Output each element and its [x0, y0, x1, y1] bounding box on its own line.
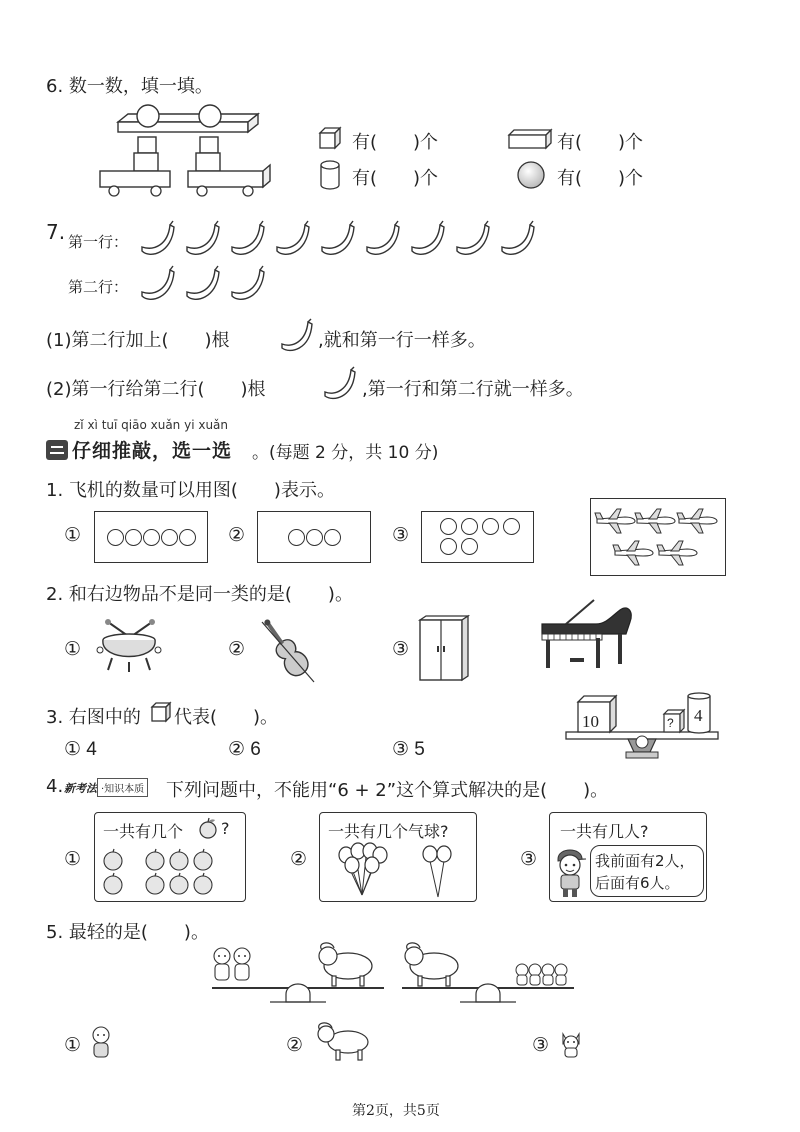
section-two-icon	[46, 440, 68, 460]
cube-icon	[150, 701, 172, 723]
s1-option-1[interactable]: ①	[64, 524, 82, 546]
balloon-pair-icon	[418, 845, 458, 899]
s4-apple-box	[94, 812, 246, 902]
s5-prompt: 5. 最轻的是( )。	[46, 922, 209, 943]
speech-bubble	[590, 845, 704, 897]
s4-option-3[interactable]: ③	[520, 848, 538, 870]
s1-option-2[interactable]: ②	[228, 524, 246, 546]
speech-line-1: 我前面有2人，	[595, 852, 695, 870]
planes-group	[591, 499, 725, 575]
circle-mark	[440, 538, 457, 555]
s4-option-2[interactable]: ②	[290, 848, 308, 870]
left-weight-label: 10	[582, 712, 599, 731]
s2-option-2[interactable]: ②	[228, 638, 246, 660]
circle-mark	[107, 529, 124, 546]
balloon-bunch-icon	[334, 843, 394, 899]
apple-icon	[170, 873, 188, 894]
s4-badge	[64, 777, 148, 797]
seesaw-scale-2	[400, 940, 576, 1006]
q7-sub2-suffix: ,第一行和第二行就一样多。	[362, 379, 584, 400]
violin-icon	[258, 612, 318, 688]
sphere-icon	[516, 160, 546, 190]
s1-circle-box-2	[257, 511, 371, 563]
monkey-icon	[90, 1026, 112, 1060]
people-question-text: 一共有几人?	[560, 822, 649, 841]
banana-icon	[142, 221, 174, 254]
cat-icon	[558, 1030, 584, 1058]
apple-icon	[146, 873, 164, 894]
cuboid-icon	[507, 128, 553, 150]
circle-mark	[125, 529, 142, 546]
banana-icon	[502, 221, 534, 254]
airplane-icon	[595, 509, 635, 533]
banana-icon	[276, 318, 318, 356]
cuboid-count-blank[interactable]: 有( )个	[557, 132, 644, 153]
s3-option-1[interactable]: ① 4	[64, 739, 97, 760]
unknown-weight-label: ?	[667, 716, 674, 730]
apple-icon	[170, 849, 188, 870]
s3-option-3[interactable]: ③ 5	[392, 739, 425, 760]
s5-option-3[interactable]: ③	[532, 1034, 550, 1056]
banana-icon	[277, 221, 309, 254]
speech-line-2: 后面有6人。	[595, 874, 680, 892]
s1-circle-box-3	[421, 511, 534, 563]
banana-icon	[367, 221, 399, 254]
apple-icon	[197, 817, 219, 839]
airplane-icon	[635, 509, 675, 533]
q7-row1-label: 第一行：	[68, 233, 129, 251]
banana-icon	[457, 221, 489, 254]
banana-icon	[232, 221, 264, 254]
banana-icon	[187, 266, 219, 299]
apples-group	[99, 845, 239, 899]
circle-mark	[324, 529, 341, 546]
seesaw-scale-1	[210, 940, 386, 1006]
s3-option-2[interactable]: ② 6	[228, 739, 261, 760]
section-score: 。(每题 2 分，共 10 分)	[252, 443, 439, 463]
wardrobe-icon	[416, 614, 470, 684]
airplane-icon	[613, 541, 653, 565]
banana-icon	[319, 366, 361, 404]
banana-icon	[142, 266, 174, 299]
circle-mark	[179, 529, 196, 546]
section-title: 仔细推敲，选一选	[72, 440, 233, 462]
circle-mark	[482, 518, 499, 535]
s1-circle-box-1	[94, 511, 208, 563]
cube-count-blank[interactable]: 有( )个	[352, 132, 439, 153]
apple-icon	[194, 873, 212, 894]
q7-sub1-suffix: ,就和第一行一样多。	[318, 330, 486, 351]
banana-icon	[187, 221, 219, 254]
s3-prompt-end[interactable]: 代表( )。	[174, 707, 279, 728]
banana-icon	[412, 221, 444, 254]
circle-mark	[440, 518, 457, 535]
apple-question-mark: ?	[221, 819, 230, 838]
banana-row-1	[138, 219, 558, 259]
s4-balloon-box	[319, 812, 477, 902]
q7-sub1-prefix[interactable]: (1)第二行加上( )根	[46, 330, 230, 351]
q7-number: 7.	[46, 220, 66, 244]
s2-option-3[interactable]: ③	[392, 638, 410, 660]
q6-prompt: 6. 数一数，填一填。	[46, 76, 213, 97]
s5-option-1[interactable]: ①	[64, 1034, 82, 1056]
q7-sub2-prefix[interactable]: (2)第一行给第二行( )根	[46, 379, 266, 400]
cylinder-count-blank[interactable]: 有( )个	[352, 168, 439, 189]
block-robot-figure	[98, 102, 278, 197]
apple-icon	[146, 849, 164, 870]
circle-mark	[161, 529, 178, 546]
banana-row-2	[138, 264, 298, 304]
right-weight-label: 4	[694, 706, 703, 725]
apple-icon	[104, 873, 122, 894]
s3-prompt-start: 3. 右图中的	[46, 707, 141, 728]
page-footer: 第2页，共5页	[352, 1103, 440, 1119]
cylinder-icon	[319, 160, 341, 190]
banana-icon	[322, 221, 354, 254]
apple-icon	[194, 849, 212, 870]
airplane-icon	[677, 509, 717, 533]
s4-prompt[interactable]: 下列问题中，不能用“6 + 2”这个算式解决的是( )。	[166, 780, 609, 801]
s4-option-1[interactable]: ①	[64, 848, 82, 870]
section-pinyin: zǐ xì tuī qiāo xuǎn yi xuǎn	[74, 418, 229, 432]
piano-icon	[536, 598, 636, 680]
banana-icon	[232, 266, 264, 299]
balloon-question-text: 一共有几个气球?	[328, 822, 449, 841]
circle-mark	[306, 529, 323, 546]
circle-mark	[461, 538, 478, 555]
airplane-icon	[657, 541, 697, 565]
goat-icon	[312, 1022, 372, 1062]
circle-mark	[461, 518, 478, 535]
s2-prompt: 2. 和右边物品不是同一类的是( )。	[46, 584, 353, 605]
child-icon	[552, 845, 588, 899]
s1-prompt: 1. 飞机的数量可以用图( )表示。	[46, 480, 335, 501]
s1-option-3[interactable]: ③	[392, 524, 410, 546]
circle-mark	[503, 518, 520, 535]
circle-mark	[143, 529, 160, 546]
s5-option-2[interactable]: ②	[286, 1034, 304, 1056]
sphere-count-blank[interactable]: 有( )个	[557, 168, 644, 189]
apple-icon	[104, 849, 122, 870]
s4-badge-main: 新考法	[64, 782, 97, 795]
circle-mark	[288, 529, 305, 546]
s4-badge-sub: ·知识本质	[97, 778, 148, 797]
s2-option-1[interactable]: ①	[64, 638, 82, 660]
cube-icon	[318, 126, 342, 150]
s1-planes-box	[590, 498, 726, 576]
apple-question-text: 一共有几个	[103, 822, 184, 841]
s4-number: 4.	[46, 776, 64, 797]
q7-row2-label: 第二行：	[68, 278, 129, 296]
drum-icon	[94, 618, 164, 676]
s4-people-box	[549, 812, 707, 902]
